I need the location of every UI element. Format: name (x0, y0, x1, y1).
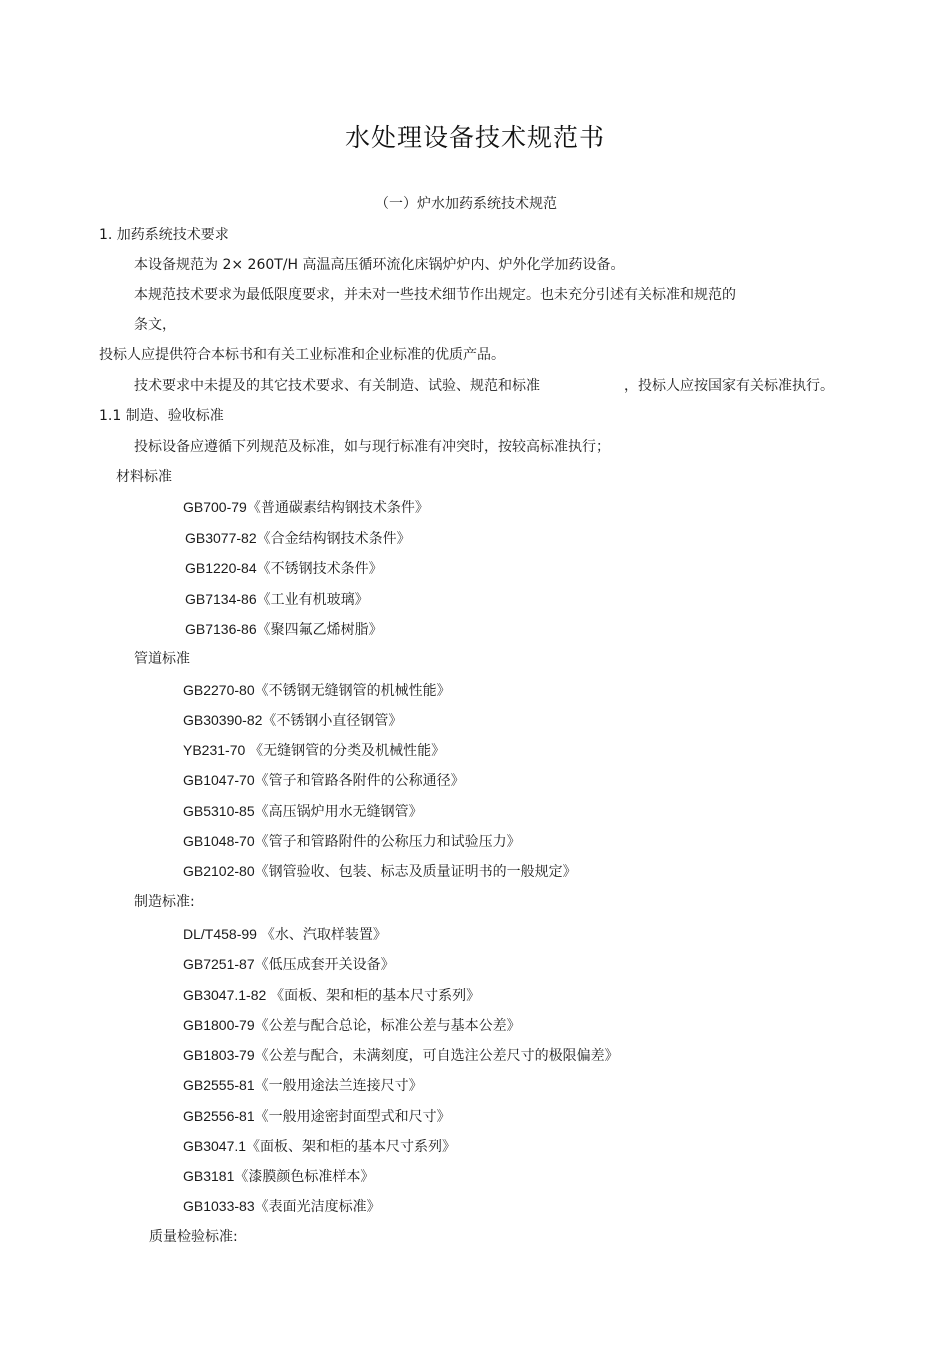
pipe-standard-item: YB231-70 《无缝钢管的分类及机械性能》 (183, 742, 446, 758)
document-subtitle: （一）炉水加药系统技术规范 (375, 196, 557, 212)
section-heading-1-1: 1.1 制造、验收标准 (99, 408, 224, 424)
manufacturing-standard-item: GB3047.1《面板、架和柜的基本尺寸系列》 (183, 1138, 457, 1154)
paragraph-3: 投标人应提供符合本标书和有关工业标准和企业标准的优质产品。 (99, 347, 505, 363)
pipe-standard-item: GB1048-70《管子和管路附件的公称压力和试验压力》 (183, 833, 521, 849)
manufacturing-standard-item: GB1800-79《公差与配合总论，标准公差与基本公差》 (183, 1017, 521, 1033)
pipe-standard-item: GB1047-70《管子和管路各附件的公称通径》 (183, 772, 465, 788)
manufacturing-standard-item: GB3181《漆膜颜色标准样本》 (183, 1168, 375, 1184)
paragraph-2-continued: 条文， (134, 317, 176, 333)
manufacturing-heading: 制造标准: (134, 894, 195, 910)
pipe-standard-item: GB2102-80《钢管验收、包装、标志及质量证明书的一般规定》 (183, 863, 577, 879)
pipe-standard-item: GB5310-85《高压锅炉用水无缝钢管》 (183, 803, 423, 819)
material-standard-item: GB7136-86《聚四氟乙烯树脂》 (185, 621, 383, 637)
manufacturing-standard-item: GB1033-83《表面光洁度标准》 (183, 1198, 381, 1214)
quality-heading: 质量检验标准: (149, 1229, 238, 1245)
pipes-heading: 管道标准 (134, 651, 190, 667)
material-standard-item: GB7134-86《工业有机玻璃》 (185, 591, 369, 607)
manufacturing-standard-item: GB1803-79《公差与配合，未满刻度，可自选注公差尺寸的极限偏差》 (183, 1047, 619, 1063)
manufacturing-standard-item: GB7251-87《低压成套开关设备》 (183, 956, 395, 972)
material-standard-item: GB1220-84《不锈钢技术条件》 (185, 560, 383, 576)
material-standard-item: GB3077-82《合金结构钢技术条件》 (185, 530, 411, 546)
manufacturing-standard-item: GB2555-81《一般用途法兰连接尺寸》 (183, 1077, 423, 1093)
paragraph-4-part-a: 技术要求中未提及的其它技术要求、有关制造、试验、规范和标准 (134, 378, 540, 394)
paragraph-5: 投标设备应遵循下列规范及标准，如与现行标准有冲突时，按较高标准执行； (134, 439, 610, 455)
manufacturing-standard-item: GB2556-81《一般用途密封面型式和尺寸》 (183, 1108, 451, 1124)
paragraph-1: 本设备规范为 2× 260T/H 高温高压循环流化床锅炉炉内、炉外化学加药设备。 (134, 257, 625, 273)
pipe-standard-item: GB30390-82《不锈钢小直径钢管》 (183, 712, 403, 728)
material-standard-item: GB700-79《普通碳素结构钢技术条件》 (183, 499, 429, 515)
manufacturing-standard-item: DL/T458-99 《水、汽取样装置》 (183, 926, 387, 942)
materials-heading: 材料标准 (116, 469, 172, 485)
paragraph-2: 本规范技术要求为最低限度要求，并未对一些技术细节作出规定。也未充分引述有关标准和规范的 (134, 287, 736, 303)
paragraph-4-part-b: ，投标人应按国家有关标准执行。 (624, 378, 834, 394)
section-heading-1: 1. 加药系统技术要求 (99, 227, 229, 243)
pipe-standard-item: GB2270-80《不锈钢无缝钢管的机械性能》 (183, 682, 451, 698)
manufacturing-standard-item: GB3047.1-82 《面板、架和柜的基本尺寸系列》 (183, 987, 481, 1003)
document-title: 水处理设备技术规范书 (344, 123, 605, 152)
